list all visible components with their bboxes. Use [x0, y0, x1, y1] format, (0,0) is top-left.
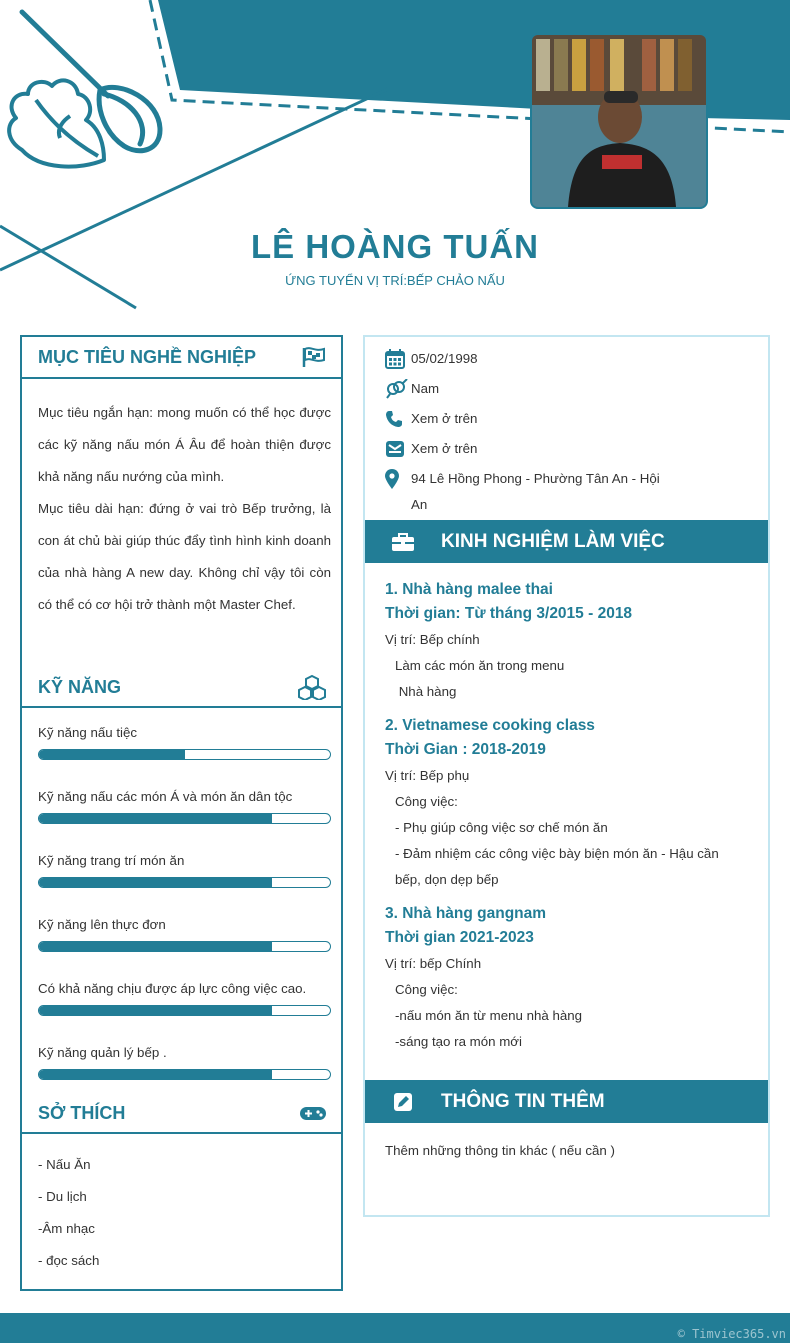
address-value: [411, 466, 660, 518]
hobby-item: - Du lịch: [38, 1189, 87, 1204]
job-line: Nhà hàng: [395, 684, 457, 699]
skill-bar-fill: [39, 878, 272, 887]
gender-value: Nam: [411, 381, 440, 396]
hobbies-header: [22, 1093, 341, 1133]
experience-header: [365, 520, 768, 563]
left-column: [20, 335, 343, 1291]
skills-title: KỸ NĂNG: [38, 676, 122, 697]
skill-label: Kỹ năng quản lý bếp .: [38, 1045, 167, 1060]
hobby-item: -Âm nhạc: [38, 1221, 95, 1236]
applied-position: ỨNG TUYỂN VỊ TRÍ:BẾP CHẢO NẤU: [285, 273, 505, 288]
phone-row: [385, 409, 477, 429]
phone-value: Xem ở trên: [411, 411, 478, 426]
skill-label: Kỹ năng nấu các món Á và món ăn dân tộc: [38, 789, 293, 804]
birthday-row: [385, 349, 478, 369]
skill-bar-fill: [39, 814, 272, 823]
objective-title: MỤC TIÊU NGHỀ NGHIỆP: [38, 346, 257, 367]
watermark: © Timviec365.vn: [677, 1327, 786, 1341]
hobbies-rule: [20, 1132, 343, 1134]
hobbies-title: SỞ THÍCH: [38, 1102, 126, 1123]
job-role: Vị trí: Bếp phụ: [385, 768, 470, 783]
job-line: - Phụ giúp công việc sơ chế món ăn: [395, 820, 608, 835]
extra-info-text: Thêm những thông tin khác ( nếu cần ): [385, 1143, 615, 1158]
skill-bar: [38, 1005, 331, 1016]
email-icon: [385, 439, 411, 459]
skill-item: [38, 1045, 331, 1080]
skill-item: [38, 917, 331, 952]
gender-row: [385, 379, 439, 399]
job-line: bếp, dọn dẹp bếp: [395, 872, 499, 887]
short-term-objective: Mục tiêu ngắn hạn: mong muốn có thể học được các kỹ năng nấu món Á Âu để hoàn thiện được khả năng nấu nướng của mình.: [38, 405, 331, 484]
job-line: Công việc:: [395, 982, 458, 997]
hobby-item: - Nấu Ăn: [38, 1157, 91, 1172]
job-name: 2. Vietnamese cooking class: [385, 717, 595, 734]
job-time: Thời gian: Từ tháng 3/2015 - 2018: [385, 605, 633, 622]
job-time: Thời gian 2021-2023: [385, 929, 534, 946]
skill-bar-fill: [39, 750, 185, 759]
candidate-name: LÊ HOÀNG TUẤN: [251, 228, 539, 265]
job-line: - Đảm nhiệm các công việc bày biện món ăn - Hậu cần: [395, 846, 719, 861]
avatar-photo: [530, 33, 708, 209]
skill-item: [38, 981, 331, 1016]
calendar-icon: [385, 349, 411, 369]
portrait-image: [532, 35, 706, 207]
objective-rule: [20, 377, 343, 379]
skill-label: Kỹ năng lên thực đơn: [38, 917, 166, 932]
skills-rule: [20, 706, 343, 708]
job-line: -sáng tạo ra món mới: [395, 1034, 522, 1049]
skill-item: [38, 853, 331, 888]
footer-bar: [0, 1313, 790, 1343]
gamepad-icon: [299, 1104, 327, 1122]
skill-item: [38, 789, 331, 824]
extra-info-title: THÔNG TIN THÊM: [441, 1090, 605, 1112]
objective-text: [38, 397, 331, 621]
briefcase-icon: [365, 532, 441, 552]
skill-bar: [38, 941, 331, 952]
skill-bar-fill: [39, 1006, 272, 1015]
job-name: 1. Nhà hàng malee thai: [385, 581, 553, 598]
right-column: [363, 335, 770, 1217]
address-line-2: An: [411, 497, 428, 512]
edit-icon: [365, 1092, 441, 1112]
job-time: Thời Gian : 2018-2019: [385, 741, 546, 758]
hobby-item: - đọc sách: [38, 1253, 100, 1268]
address-row: [385, 469, 660, 518]
skill-label: Có khả năng chịu được áp lực công việc cao.: [38, 981, 307, 996]
job-line: Làm các món ăn trong menu: [395, 658, 565, 673]
location-icon: [385, 469, 411, 489]
skill-label: Kỹ năng nấu tiệc: [38, 725, 138, 740]
objective-header: [22, 337, 341, 377]
job-name: 3. Nhà hàng gangnam: [385, 905, 547, 922]
job-role: Vị trí: bếp Chính: [385, 956, 482, 971]
skill-item: [38, 725, 331, 760]
job-line: -nấu món ăn từ menu nhà hàng: [395, 1008, 583, 1023]
birthday-value: 05/02/1998: [411, 351, 478, 366]
gender-icon: [385, 379, 411, 399]
job-role: Vị trí: Bếp chính: [385, 632, 480, 647]
skill-bar-fill: [39, 1070, 272, 1079]
flag-icon: [301, 346, 327, 368]
skill-bar: [38, 877, 331, 888]
lettuce-icon: [9, 80, 104, 166]
extra-info-header: [365, 1080, 768, 1123]
skill-bar-fill: [39, 942, 272, 951]
phone-icon: [385, 409, 411, 429]
skill-bar: [38, 1069, 331, 1080]
email-row: [385, 439, 477, 459]
skill-bar: [38, 749, 331, 760]
email-value: Xem ở trên: [411, 441, 478, 456]
cubes-icon: [297, 674, 327, 700]
skill-bar: [38, 813, 331, 824]
long-term-objective: Mục tiêu dài hạn: đứng ở vai trò Bếp trưởng, là con át chủ bài giúp thúc đẩy tình hình kinh doanh của nhà hàng A new day. Không chỉ vậy tôi còn có thể có cơ hội trở thành một Master Chef.: [38, 501, 331, 612]
skill-label: Kỹ năng trang trí món ăn: [38, 853, 185, 868]
address-line-1: 94 Lê Hồng Phong - Phường Tân An - Hội: [411, 471, 660, 486]
job-line: Công việc:: [395, 794, 458, 809]
skills-header: [22, 667, 341, 707]
experience-title: KINH NGHIỆM LÀM VIỆC: [441, 530, 665, 552]
